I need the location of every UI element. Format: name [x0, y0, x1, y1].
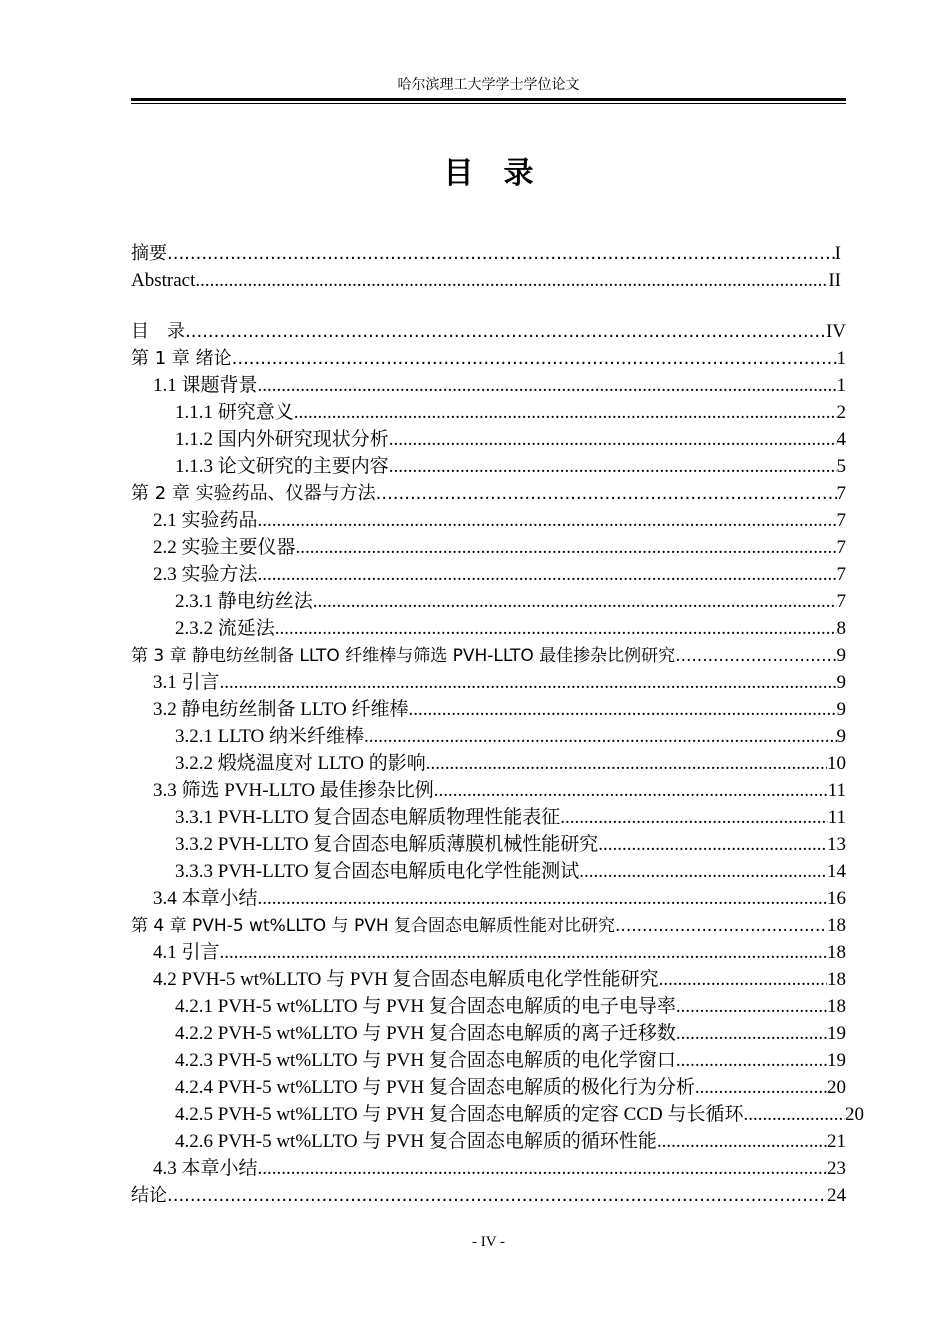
toc-entry-label: 4.2.3 PVH-5 wt%LLTO 与 PVH 复合固态电解质的电化学窗口	[175, 1050, 676, 1071]
toc-dot-leader	[676, 993, 827, 1020]
toc-entry-label: 4.2.5 PVH-5 wt%LLTO 与 PVH 复合固态电解质的定容 CCD 与长循环	[175, 1104, 744, 1125]
toc-dot-leader	[676, 1020, 827, 1047]
toc-entry-1-1-1[interactable]	[175, 399, 846, 426]
toc-entry-page: 7	[836, 591, 846, 612]
toc-dot-leader	[294, 399, 837, 426]
toc-entry-4-2[interactable]	[153, 966, 846, 993]
toc-entry-page: 7	[836, 483, 846, 504]
toc-entry-label: 第 2 章 实验药品、仪器与方法	[131, 483, 376, 504]
toc-entry-page: IV	[825, 321, 846, 342]
page-number: - IV -	[471, 1234, 506, 1250]
toc-entry-3-2[interactable]	[153, 696, 846, 723]
toc-dot-leader	[258, 885, 827, 912]
toc-entry-label: 2.3 实验方法	[153, 564, 258, 585]
toc-entry-chapter-3[interactable]	[131, 642, 846, 669]
toc-entry-label: 1.1.3 论文研究的主要内容	[175, 456, 389, 477]
toc-entry-label: 4.2.1 PVH-5 wt%LLTO 与 PVH 复合固态电解质的电子电导率	[175, 996, 676, 1017]
toc-entry-4-2-1[interactable]	[175, 993, 846, 1020]
toc-entry-3-3[interactable]	[153, 777, 846, 804]
toc-entry-label: 3.3.2 PVH-LLTO 复合固态电解质薄膜机械性能研究	[175, 834, 599, 855]
toc-entry-label: 第 1 章 绪论	[131, 348, 232, 369]
toc-entry-label: 4.2 PVH-5 wt%LLTO 与 PVH 复合固态电解质电化学性能研究	[153, 969, 659, 990]
toc-entry-label: 3.3.1 PVH-LLTO 复合固态电解质物理性能表征	[175, 807, 561, 828]
toc-entry-3-3-1[interactable]	[175, 804, 846, 831]
page-title: 目录	[443, 156, 564, 191]
toc-entry-page: 19	[827, 1023, 846, 1044]
toc-entry-label: 1.1.1 研究意义	[175, 402, 294, 423]
toc-entry-page: 19	[827, 1050, 846, 1071]
toc-entry-contents[interactable]	[131, 318, 846, 345]
toc-entry-page: 9	[836, 672, 846, 693]
toc-entry-2-3-2[interactable]	[175, 615, 846, 642]
toc-entry-label: 3.4 本章小结	[153, 888, 258, 909]
toc-entry-page: 9	[836, 726, 846, 747]
toc-entry-page: 7	[836, 510, 846, 531]
toc-entry-4-2-3[interactable]	[175, 1047, 846, 1074]
toc-entry-chapter-1[interactable]	[131, 345, 846, 372]
toc-entry-page: 1	[836, 348, 846, 369]
toc-entry-2-2[interactable]	[153, 534, 846, 561]
toc-dot-leader	[232, 345, 837, 372]
toc-dot-leader	[296, 534, 837, 561]
toc-entry-abstract-en[interactable]	[131, 267, 841, 294]
toc-entry-label: 结论	[131, 1185, 167, 1206]
toc-dot-leader	[579, 858, 827, 885]
toc-dot-leader	[598, 831, 827, 858]
toc-dot-leader	[167, 1182, 827, 1209]
toc-entry-3-1[interactable]	[153, 669, 846, 696]
toc-dot-leader	[195, 267, 828, 294]
toc-dot-leader	[220, 939, 827, 966]
toc-entry-3-2-1[interactable]	[175, 723, 846, 750]
toc-entry-label: 2.3.2 流延法	[175, 618, 275, 639]
toc-entry-chapter-2[interactable]	[131, 480, 846, 507]
toc-dot-leader	[675, 643, 836, 670]
toc-entry-page: I	[834, 243, 841, 264]
toc-dot-leader	[659, 966, 827, 993]
toc-entry-page: 18	[827, 969, 846, 990]
toc-dot-leader	[185, 318, 826, 345]
toc-entry-4-2-6[interactable]	[175, 1128, 846, 1155]
toc-entry-label: 摘要	[131, 243, 167, 264]
toc-entry-label: 3.2 静电纺丝制备 LLTO 纤维棒	[153, 699, 409, 720]
toc-dot-leader	[275, 615, 837, 642]
toc-entry-2-3[interactable]	[153, 561, 846, 588]
toc-entry-label: Abstract	[131, 270, 196, 291]
toc-dot-leader	[615, 913, 827, 940]
toc-dot-leader	[426, 750, 827, 777]
toc-entry-page: 21	[827, 1131, 846, 1152]
toc-entry-page: 5	[836, 456, 846, 477]
toc-entry-label: 第 3 章 静电纺丝制备 LLTO 纤维棒与筛选 PVH-LLTO 最佳掺杂比例研究	[131, 646, 676, 666]
toc-entry-page: 20	[827, 1077, 846, 1098]
toc-dot-leader	[258, 561, 837, 588]
toc-entry-label: 2.2 实验主要仪器	[153, 537, 296, 558]
toc-dot-leader	[408, 696, 836, 723]
toc-entry-3-2-2[interactable]	[175, 750, 846, 777]
toc-entry-label: 3.3 筛选 PVH-LLTO 最佳掺杂比例	[153, 780, 434, 801]
toc-entry-page: 8	[836, 618, 846, 639]
toc-entry-4-2-4[interactable]	[175, 1074, 846, 1101]
toc-entry-label: 3.1 引言	[153, 672, 220, 693]
toc-entry-page: 18	[827, 996, 846, 1017]
toc-entry-3-4[interactable]	[153, 885, 846, 912]
toc-entry-page: 10	[827, 753, 846, 774]
toc-entry-page: 1	[836, 375, 846, 396]
toc-entry-page: 7	[836, 564, 846, 585]
toc-entry-page: 16	[827, 888, 846, 909]
toc-entry-page: 18	[827, 915, 846, 936]
toc-entry-4-1[interactable]	[153, 939, 846, 966]
toc-entry-page: 9	[836, 645, 846, 666]
toc-entry-1-1-3[interactable]	[175, 453, 846, 480]
toc-entry-label: 1.1 课题背景	[153, 375, 258, 396]
toc-dot-leader	[743, 1101, 845, 1128]
toc-entry-label: 2.3.1 静电纺丝法	[175, 591, 313, 612]
toc-entry-label: 3.3.3 PVH-LLTO 复合固态电解质电化学性能测试	[175, 861, 580, 882]
toc-dot-leader	[560, 804, 827, 831]
toc-entry-page: 14	[827, 861, 846, 882]
toc-entry-label: 4.2.6 PVH-5 wt%LLTO 与 PVH 复合固态电解质的循环性能	[175, 1131, 657, 1152]
toc-dot-leader	[258, 372, 837, 399]
running-header: 哈尔滨理工大学学士学位论文	[397, 78, 580, 93]
toc-entry-page: 18	[827, 942, 846, 963]
toc-entry-3-3-2[interactable]	[175, 831, 846, 858]
toc-entry-2-1[interactable]	[153, 507, 846, 534]
toc-dot-leader	[389, 426, 837, 453]
toc-dot-leader	[376, 480, 837, 507]
toc-entry-label: 4.2.4 PVH-5 wt%LLTO 与 PVH 复合固态电解质的极化行为分析	[175, 1077, 695, 1098]
toc-entry-page: 9	[836, 699, 846, 720]
toc-dot-leader	[657, 1128, 827, 1155]
toc-entry-label: 第 4 章 PVH-5 wt%LLTO 与 PVH 复合固态电解质性能对比研究	[131, 916, 616, 936]
toc-dot-leader	[258, 507, 837, 534]
toc-dot-leader	[676, 1047, 827, 1074]
toc-entry-4-3[interactable]	[153, 1155, 846, 1182]
toc-dot-leader	[258, 1155, 827, 1182]
toc-dot-leader	[167, 240, 835, 267]
toc-entry-page: 7	[836, 537, 846, 558]
toc-entry-label: 3.2.1 LLTO 纳米纤维棒	[175, 726, 364, 747]
toc-entry-chapter-4[interactable]	[131, 912, 846, 939]
toc-entry-page: 20	[845, 1104, 864, 1125]
toc-entry-label: 4.1 引言	[153, 942, 220, 963]
toc-entry-label: 3.2.2 煅烧温度对 LLTO 的影响	[175, 753, 426, 774]
toc-dot-leader	[313, 588, 837, 615]
toc-entry-page: 2	[836, 402, 846, 423]
toc-entry-label: 4.3 本章小结	[153, 1158, 258, 1179]
toc-entry-page: II	[828, 270, 841, 291]
toc-dot-leader	[434, 777, 828, 804]
toc-entry-label: 目 录	[131, 321, 185, 342]
toc-entry-page: 11	[827, 807, 846, 828]
toc-entry-page: 13	[827, 834, 846, 855]
toc-entry-4-2-2[interactable]	[175, 1020, 846, 1047]
toc-entry-abstract-cn[interactable]	[131, 240, 841, 267]
toc-entry-label: 1.1.2 国内外研究现状分析	[175, 429, 389, 450]
toc-entry-1-1-2[interactable]	[175, 426, 846, 453]
toc-entry-label: 2.1 实验药品	[153, 510, 258, 531]
toc-dot-leader	[220, 669, 837, 696]
toc-dot-leader	[389, 453, 837, 480]
toc-entry-label: 4.2.2 PVH-5 wt%LLTO 与 PVH 复合固态电解质的离子迁移数	[175, 1023, 676, 1044]
toc-entry-1-1[interactable]	[153, 372, 846, 399]
toc-entry-page: 23	[827, 1158, 846, 1179]
toc-entry-page: 11	[827, 780, 846, 801]
header-rule-thick	[131, 98, 846, 101]
toc-entry-3-3-3[interactable]	[175, 858, 846, 885]
toc-dot-leader	[364, 723, 837, 750]
toc-entry-conclusion[interactable]	[131, 1182, 846, 1209]
header-rule-thin	[131, 103, 846, 104]
toc-entry-page: 24	[827, 1185, 846, 1206]
toc-entry-2-3-1[interactable]	[175, 588, 846, 615]
toc-entry-4-2-5[interactable]	[175, 1101, 864, 1128]
toc-dot-leader	[695, 1074, 827, 1101]
toc-entry-page: 4	[836, 429, 846, 450]
